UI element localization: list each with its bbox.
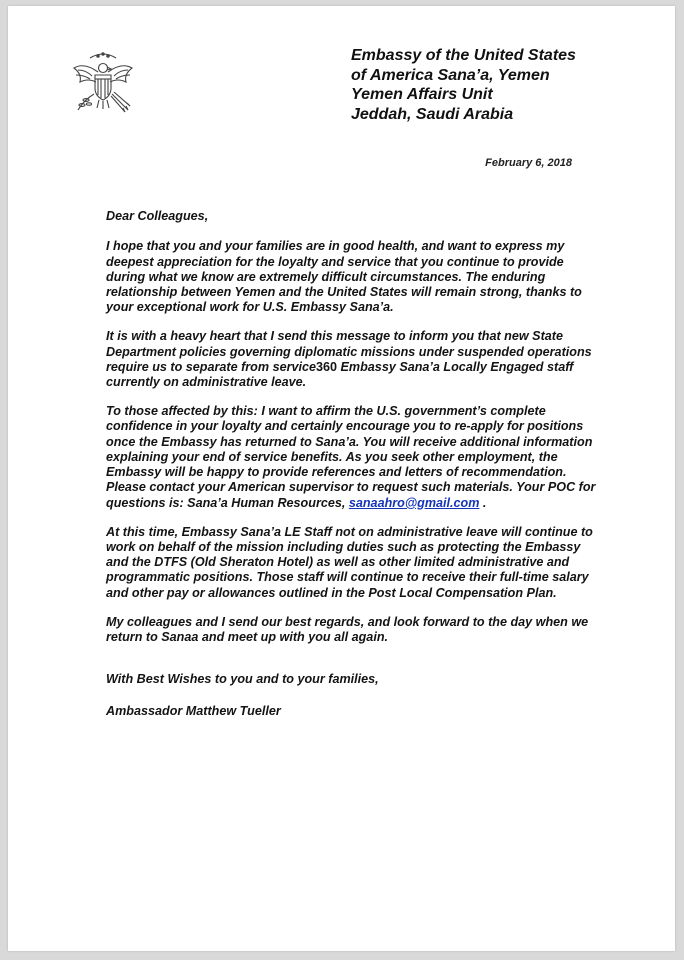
great-seal-icon	[68, 48, 138, 120]
letter-date: February 6, 2018	[485, 157, 572, 169]
paragraph-2	[106, 329, 606, 390]
letter-page	[8, 6, 675, 951]
signature: Ambassador Matthew Tueller	[106, 704, 281, 719]
closing: With Best Wishes to you and to your families,	[106, 672, 379, 687]
paragraph-3-text: To those affected by this: I want to affirm the U.S. government’s complete confidence in your loyalty and certainly encourage you to re-apply for positions once the Embassy has returned to Sana’a. You will receive additional information explaining your end of service benefits. As you seek other employment, the Embassy will be happy to provide references and letters of recommendation. Please contact your American supervisor to request such materials. Your POC for questions is: Sana’a Human Resources,	[106, 403, 596, 510]
staff-count: 360	[316, 359, 338, 374]
letterhead-line-4: Jeddah, Saudi Arabia	[351, 105, 514, 123]
letterhead-line-2: of America Sana’a, Yemen	[351, 66, 550, 84]
paragraph-2-text-start: It is with a heavy heart that I send this message to inform you that new State Department policies governing diplomatic missions under suspended operations require us to separate from service	[106, 329, 592, 374]
paragraph-4: At this time, Embassy Sana’a LE Staff not on administrative leave will continue to work on behalf of the mission including duties such as protecting the Embassy and the DTFS (Old Sheraton Hotel) as well as other limited administrative and programmatic positions. Those staff will continue to receive their full-time salary and other pay or allowances outlined in the Post Local Compensation Plan.	[106, 524, 593, 600]
paragraph-3	[106, 404, 606, 511]
salutation: Dear Colleagues,	[106, 209, 209, 223]
paragraph-3-end: .	[479, 495, 487, 510]
letterhead-line-3: Yemen Affairs Unit	[351, 86, 493, 103]
hr-email-link[interactable]: sanaahro@gmail.com	[348, 495, 480, 510]
letterhead	[351, 46, 651, 124]
letter-body	[106, 209, 606, 733]
paragraph-2-text-end: Embassy Sana’a Locally Engaged staff currently on administrative leave.	[106, 359, 574, 390]
paragraph-5: My colleagues and I send our best regards, and look forward to the day when we return to Sanaa and meet up with you all again.	[106, 614, 589, 644]
paragraph-1: I hope that you and your families are in good health, and want to express my deepest appreciation for the loyalty and service that you continue to provide during what we know are extremely difficult circumstances. The enduring relationship between Yemen and the United States will remain strong, thanks to your exceptional work for U.S. Embassy Sana’a.	[106, 239, 582, 315]
letterhead-line-1: Embassy of the United States	[351, 47, 576, 64]
